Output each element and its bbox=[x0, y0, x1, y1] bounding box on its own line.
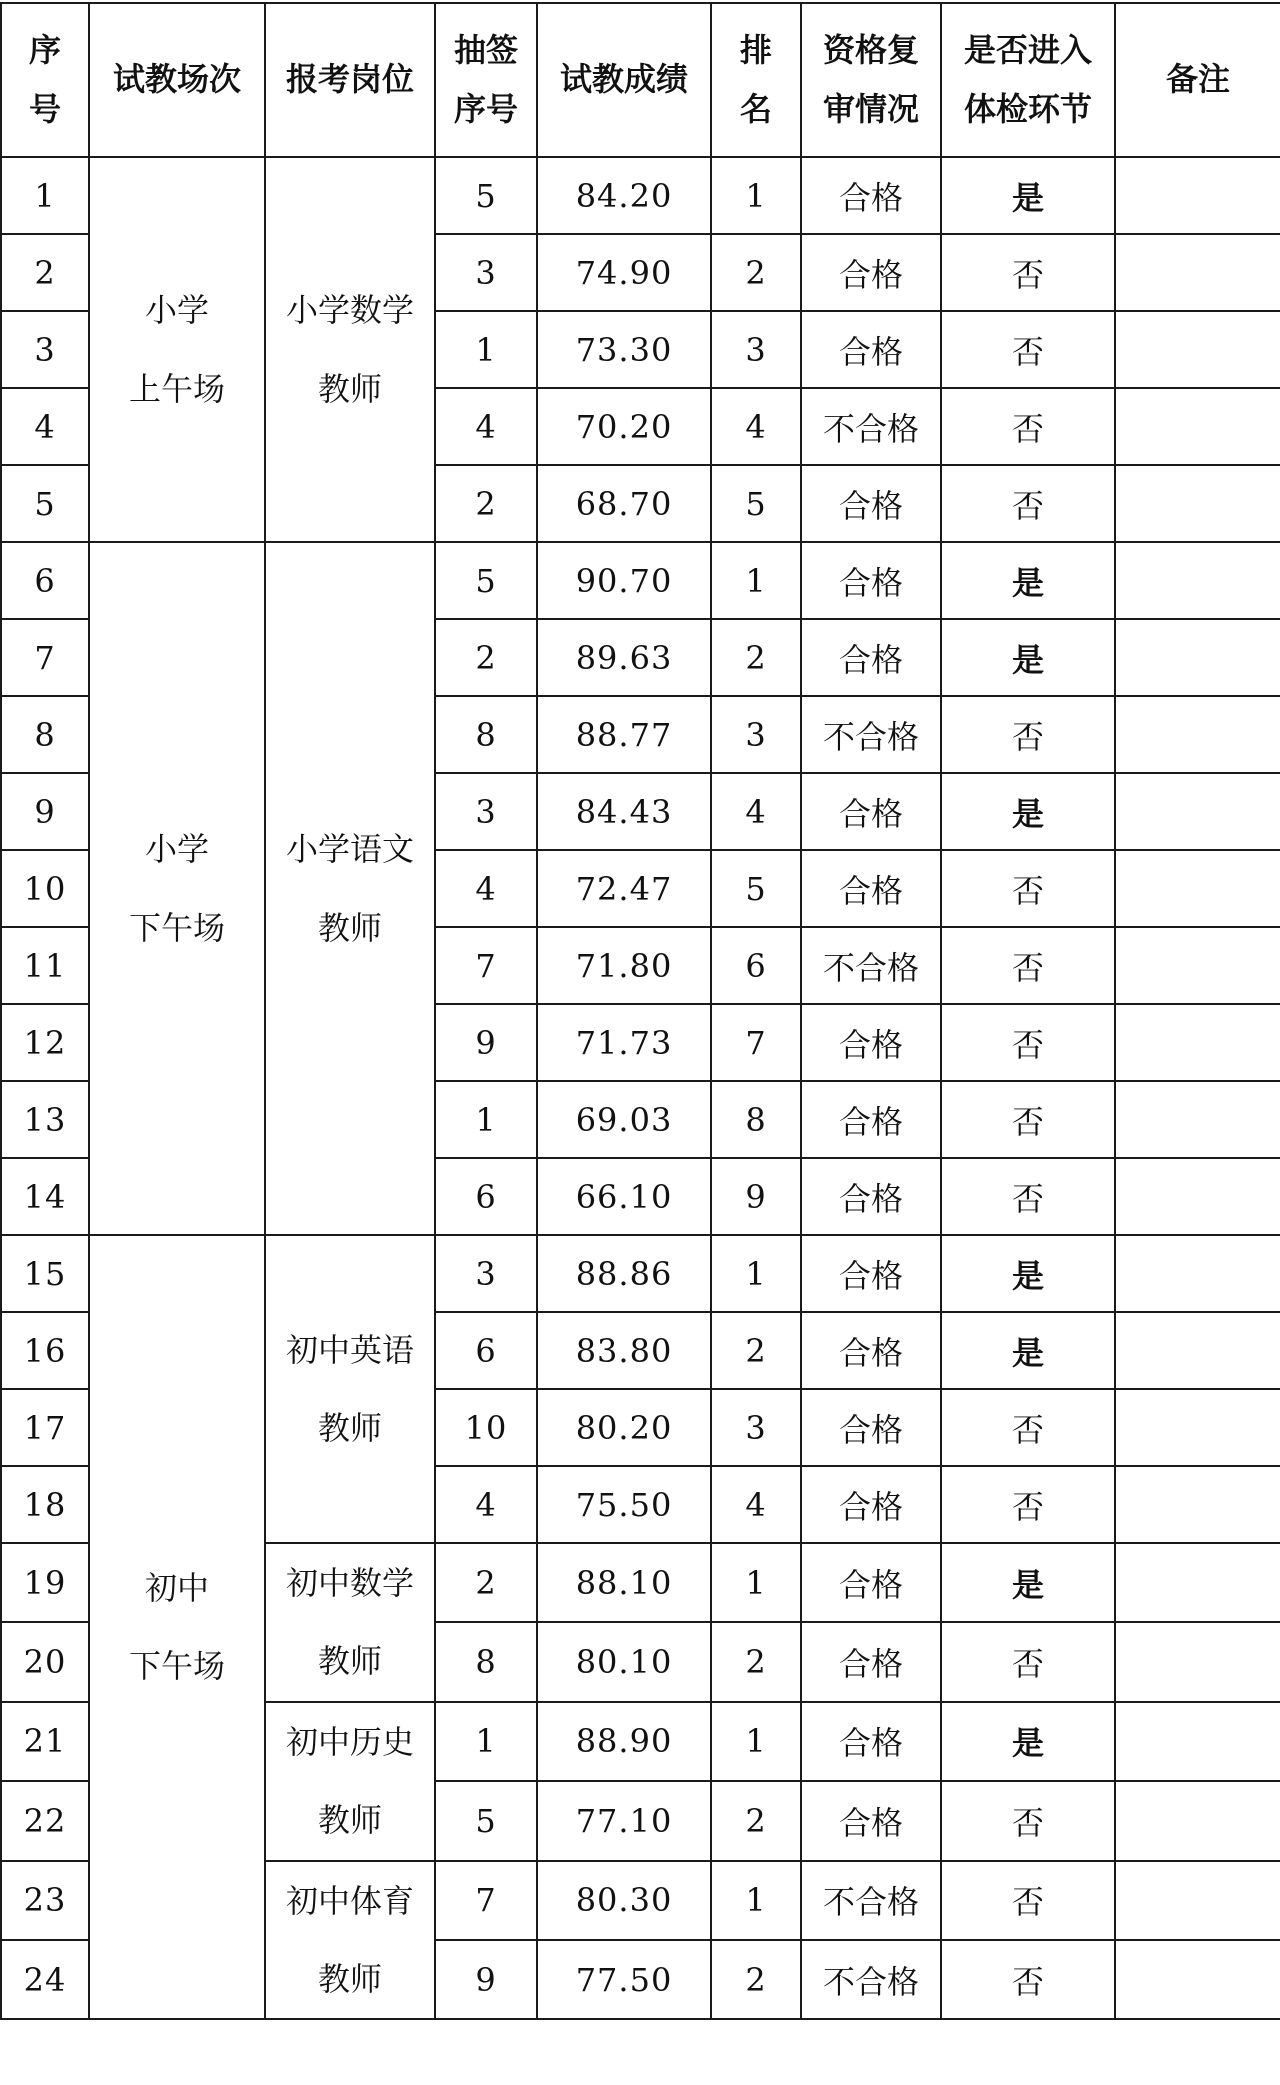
remark-cell bbox=[1115, 234, 1280, 311]
draw-cell: 4 bbox=[435, 850, 537, 927]
draw-cell: 1 bbox=[435, 1702, 537, 1781]
score-cell: 66.10 bbox=[537, 1158, 711, 1235]
seq-cell: 3 bbox=[1, 311, 89, 388]
draw-cell: 6 bbox=[435, 1158, 537, 1235]
seq-cell: 10 bbox=[1, 850, 89, 927]
physical-cell: 否 bbox=[941, 696, 1115, 773]
rank-cell: 5 bbox=[711, 850, 801, 927]
seq-cell: 4 bbox=[1, 388, 89, 465]
seq-cell: 22 bbox=[1, 1781, 89, 1860]
physical-cell: 是 bbox=[941, 1702, 1115, 1781]
seq-cell: 2 bbox=[1, 234, 89, 311]
rank-cell: 1 bbox=[711, 1861, 801, 1940]
review-cell: 不合格 bbox=[801, 1861, 941, 1940]
remark-cell bbox=[1115, 619, 1280, 696]
score-cell: 84.20 bbox=[537, 157, 711, 234]
post-label: 初中体育 bbox=[285, 1881, 414, 1920]
session-label: 小学 bbox=[144, 291, 209, 330]
remark-cell bbox=[1115, 311, 1280, 388]
post-label: 教师 bbox=[317, 1959, 382, 1998]
score-cell: 69.03 bbox=[537, 1081, 711, 1158]
draw-cell: 3 bbox=[435, 773, 537, 850]
draw-cell: 5 bbox=[435, 542, 537, 619]
remark-cell bbox=[1115, 850, 1280, 927]
seq-cell: 15 bbox=[1, 1235, 89, 1312]
review-cell: 合格 bbox=[801, 1466, 941, 1543]
score-cell: 80.20 bbox=[537, 1389, 711, 1466]
seq-cell: 11 bbox=[1, 927, 89, 1004]
review-cell: 不合格 bbox=[801, 696, 941, 773]
table-row bbox=[1, 542, 1280, 619]
draw-cell: 8 bbox=[435, 1622, 537, 1701]
rank-cell: 3 bbox=[711, 696, 801, 773]
physical-cell: 否 bbox=[941, 927, 1115, 1004]
draw-cell: 5 bbox=[435, 1781, 537, 1860]
rank-cell: 7 bbox=[711, 1004, 801, 1081]
remark-cell bbox=[1115, 1312, 1280, 1389]
post-label: 初中数学 bbox=[285, 1564, 414, 1602]
physical-cell: 是 bbox=[941, 773, 1115, 850]
draw-cell: 9 bbox=[435, 1940, 537, 2019]
seq-cell: 20 bbox=[1, 1622, 89, 1701]
rank-cell: 5 bbox=[711, 465, 801, 542]
remark-cell bbox=[1115, 542, 1280, 619]
score-cell: 71.80 bbox=[537, 927, 711, 1004]
score-cell: 88.86 bbox=[537, 1235, 711, 1312]
header-session-line: 试教场次 bbox=[112, 60, 241, 99]
physical-cell: 否 bbox=[941, 1781, 1115, 1860]
post-label: 初中英语 bbox=[285, 1330, 414, 1369]
draw-cell: 3 bbox=[435, 1235, 537, 1312]
physical-cell: 否 bbox=[941, 1158, 1115, 1235]
remark-cell bbox=[1115, 1940, 1280, 2019]
physical-cell: 是 bbox=[941, 157, 1115, 234]
post-label: 小学数学 bbox=[285, 291, 414, 330]
header-draw bbox=[435, 3, 537, 157]
rank-cell: 6 bbox=[711, 927, 801, 1004]
post-cell bbox=[265, 1235, 435, 1543]
session-cell bbox=[89, 1235, 265, 2019]
rank-cell: 9 bbox=[711, 1158, 801, 1235]
physical-cell: 是 bbox=[941, 1312, 1115, 1389]
table-row bbox=[1, 157, 1280, 234]
seq-cell: 13 bbox=[1, 1081, 89, 1158]
rank-cell: 2 bbox=[711, 234, 801, 311]
draw-cell: 2 bbox=[435, 465, 537, 542]
rank-cell: 2 bbox=[711, 1940, 801, 2019]
header-draw-line: 序号 bbox=[453, 90, 518, 128]
seq-cell: 5 bbox=[1, 465, 89, 542]
header-remark-line: 备注 bbox=[1165, 60, 1230, 99]
remark-cell bbox=[1115, 1781, 1280, 1860]
physical-cell: 否 bbox=[941, 1389, 1115, 1466]
draw-cell: 7 bbox=[435, 1861, 537, 1940]
session-label: 下午场 bbox=[128, 1647, 225, 1686]
remark-cell bbox=[1115, 1543, 1280, 1622]
remark-cell bbox=[1115, 1622, 1280, 1701]
header-session bbox=[89, 3, 265, 157]
remark-cell bbox=[1115, 1702, 1280, 1781]
review-cell: 合格 bbox=[801, 1235, 941, 1312]
remark-cell bbox=[1115, 1004, 1280, 1081]
post-cell bbox=[265, 1543, 435, 1702]
review-cell: 合格 bbox=[801, 1158, 941, 1235]
review-cell: 合格 bbox=[801, 1622, 941, 1701]
remark-cell bbox=[1115, 157, 1280, 234]
seq-cell: 14 bbox=[1, 1158, 89, 1235]
draw-cell: 10 bbox=[435, 1389, 537, 1466]
session-cell bbox=[89, 542, 265, 1235]
draw-cell: 1 bbox=[435, 1081, 537, 1158]
header-post-line: 报考岗位 bbox=[285, 60, 414, 99]
score-cell: 68.70 bbox=[537, 465, 711, 542]
score-cell: 70.20 bbox=[537, 388, 711, 465]
score-cell: 90.70 bbox=[537, 542, 711, 619]
score-cell: 77.10 bbox=[537, 1781, 711, 1860]
physical-cell: 是 bbox=[941, 1543, 1115, 1622]
review-cell: 合格 bbox=[801, 1081, 941, 1158]
rank-cell: 2 bbox=[711, 1312, 801, 1389]
header-score bbox=[537, 3, 711, 157]
review-cell: 合格 bbox=[801, 1781, 941, 1860]
review-cell: 不合格 bbox=[801, 927, 941, 1004]
table-header-row bbox=[1, 3, 1280, 157]
draw-cell: 5 bbox=[435, 157, 537, 234]
review-cell: 不合格 bbox=[801, 1940, 941, 2019]
physical-cell: 否 bbox=[941, 311, 1115, 388]
review-cell: 合格 bbox=[801, 619, 941, 696]
seq-cell: 23 bbox=[1, 1861, 89, 1940]
remark-cell bbox=[1115, 1466, 1280, 1543]
header-score-line: 试教成绩 bbox=[559, 60, 688, 99]
header-review-line: 资格复 bbox=[822, 30, 919, 69]
score-cell: 84.43 bbox=[537, 773, 711, 850]
physical-cell: 否 bbox=[941, 465, 1115, 542]
header-rank-line: 排 bbox=[739, 30, 772, 69]
review-cell: 合格 bbox=[801, 1702, 941, 1781]
review-cell: 合格 bbox=[801, 1312, 941, 1389]
post-label: 教师 bbox=[317, 1642, 382, 1681]
post-label: 教师 bbox=[317, 369, 382, 408]
review-cell: 合格 bbox=[801, 157, 941, 234]
post-cell bbox=[265, 1702, 435, 1861]
score-cell: 89.63 bbox=[537, 619, 711, 696]
score-cell: 88.77 bbox=[537, 696, 711, 773]
review-cell: 合格 bbox=[801, 542, 941, 619]
header-draw-line: 抽签 bbox=[453, 30, 518, 69]
draw-cell: 8 bbox=[435, 696, 537, 773]
score-cell: 80.30 bbox=[537, 1861, 711, 1940]
header-physical-line: 是否进入 bbox=[963, 30, 1092, 69]
seq-cell: 8 bbox=[1, 696, 89, 773]
review-cell: 合格 bbox=[801, 465, 941, 542]
seq-cell: 1 bbox=[1, 157, 89, 234]
table-row bbox=[1, 1235, 1280, 1312]
seq-cell: 6 bbox=[1, 542, 89, 619]
rank-cell: 1 bbox=[711, 157, 801, 234]
rank-cell: 1 bbox=[711, 542, 801, 619]
remark-cell bbox=[1115, 1158, 1280, 1235]
physical-cell: 否 bbox=[941, 1940, 1115, 2019]
seq-cell: 24 bbox=[1, 1940, 89, 2019]
rank-cell: 4 bbox=[711, 1466, 801, 1543]
session-cell bbox=[89, 157, 265, 542]
seq-cell: 21 bbox=[1, 1702, 89, 1781]
score-cell: 88.10 bbox=[537, 1543, 711, 1622]
rank-cell: 4 bbox=[711, 388, 801, 465]
header-post bbox=[265, 3, 435, 157]
seq-cell: 12 bbox=[1, 1004, 89, 1081]
review-cell: 合格 bbox=[801, 1004, 941, 1081]
remark-cell bbox=[1115, 696, 1280, 773]
draw-cell: 4 bbox=[435, 388, 537, 465]
review-cell: 合格 bbox=[801, 234, 941, 311]
post-label: 教师 bbox=[317, 1801, 382, 1840]
draw-cell: 2 bbox=[435, 619, 537, 696]
remark-cell bbox=[1115, 1389, 1280, 1466]
physical-cell: 是 bbox=[941, 619, 1115, 696]
post-label: 初中历史 bbox=[285, 1722, 414, 1761]
seq-cell: 18 bbox=[1, 1466, 89, 1543]
session-label: 小学 bbox=[144, 830, 209, 869]
physical-cell: 否 bbox=[941, 1861, 1115, 1940]
draw-cell: 6 bbox=[435, 1312, 537, 1389]
review-cell: 合格 bbox=[801, 311, 941, 388]
header-rank bbox=[711, 3, 801, 157]
rank-cell: 2 bbox=[711, 619, 801, 696]
draw-cell: 7 bbox=[435, 927, 537, 1004]
score-cell: 88.90 bbox=[537, 1702, 711, 1781]
rank-cell: 2 bbox=[711, 1781, 801, 1860]
rank-cell: 1 bbox=[711, 1235, 801, 1312]
score-cell: 74.90 bbox=[537, 234, 711, 311]
score-cell: 71.73 bbox=[537, 1004, 711, 1081]
draw-cell: 9 bbox=[435, 1004, 537, 1081]
header-review bbox=[801, 3, 941, 157]
remark-cell bbox=[1115, 1861, 1280, 1940]
draw-cell: 2 bbox=[435, 1543, 537, 1622]
session-label: 下午场 bbox=[128, 908, 225, 947]
seq-cell: 9 bbox=[1, 773, 89, 850]
post-label: 小学语文 bbox=[285, 830, 414, 869]
physical-cell: 否 bbox=[941, 1622, 1115, 1701]
review-cell: 合格 bbox=[801, 773, 941, 850]
physical-cell: 否 bbox=[941, 234, 1115, 311]
remark-cell bbox=[1115, 1235, 1280, 1312]
physical-cell: 否 bbox=[941, 1004, 1115, 1081]
rank-cell: 3 bbox=[711, 311, 801, 388]
header-rank-line: 名 bbox=[739, 90, 772, 128]
score-cell: 73.30 bbox=[537, 311, 711, 388]
post-label: 教师 bbox=[317, 908, 382, 947]
review-cell: 合格 bbox=[801, 850, 941, 927]
seq-cell: 7 bbox=[1, 619, 89, 696]
header-physical-line: 体检环节 bbox=[963, 90, 1092, 128]
remark-cell bbox=[1115, 388, 1280, 465]
rank-cell: 2 bbox=[711, 1622, 801, 1701]
remark-cell bbox=[1115, 465, 1280, 542]
seq-cell: 19 bbox=[1, 1543, 89, 1622]
post-cell bbox=[265, 157, 435, 542]
results-table bbox=[0, 2, 1280, 2020]
review-cell: 合格 bbox=[801, 1389, 941, 1466]
header-remark bbox=[1115, 3, 1280, 157]
draw-cell: 3 bbox=[435, 234, 537, 311]
score-cell: 83.80 bbox=[537, 1312, 711, 1389]
post-label: 教师 bbox=[317, 1409, 382, 1447]
header-seq-line: 号 bbox=[28, 90, 61, 128]
physical-cell: 是 bbox=[941, 542, 1115, 619]
physical-cell: 否 bbox=[941, 388, 1115, 465]
header-review-line: 审情况 bbox=[822, 90, 919, 128]
physical-cell: 是 bbox=[941, 1235, 1115, 1312]
score-cell: 72.47 bbox=[537, 850, 711, 927]
review-cell: 合格 bbox=[801, 1543, 941, 1622]
draw-cell: 1 bbox=[435, 311, 537, 388]
header-seq bbox=[1, 3, 89, 157]
rank-cell: 1 bbox=[711, 1702, 801, 1781]
remark-cell bbox=[1115, 1081, 1280, 1158]
session-label: 上午场 bbox=[128, 369, 225, 408]
post-cell bbox=[265, 542, 435, 1235]
score-cell: 75.50 bbox=[537, 1466, 711, 1543]
seq-cell: 16 bbox=[1, 1312, 89, 1389]
header-seq-line: 序 bbox=[28, 30, 61, 69]
remark-cell bbox=[1115, 773, 1280, 850]
remark-cell bbox=[1115, 927, 1280, 1004]
physical-cell: 否 bbox=[941, 850, 1115, 927]
rank-cell: 4 bbox=[711, 773, 801, 850]
rank-cell: 1 bbox=[711, 1543, 801, 1622]
physical-cell: 否 bbox=[941, 1081, 1115, 1158]
physical-cell: 否 bbox=[941, 1466, 1115, 1543]
draw-cell: 4 bbox=[435, 1466, 537, 1543]
session-label: 初中 bbox=[144, 1568, 209, 1607]
score-cell: 80.10 bbox=[537, 1622, 711, 1701]
table-body bbox=[1, 157, 1280, 2019]
rank-cell: 8 bbox=[711, 1081, 801, 1158]
rank-cell: 3 bbox=[711, 1389, 801, 1466]
header-physical bbox=[941, 3, 1115, 157]
score-cell: 77.50 bbox=[537, 1940, 711, 2019]
review-cell: 不合格 bbox=[801, 388, 941, 465]
post-cell bbox=[265, 1861, 435, 2020]
seq-cell: 17 bbox=[1, 1389, 89, 1466]
